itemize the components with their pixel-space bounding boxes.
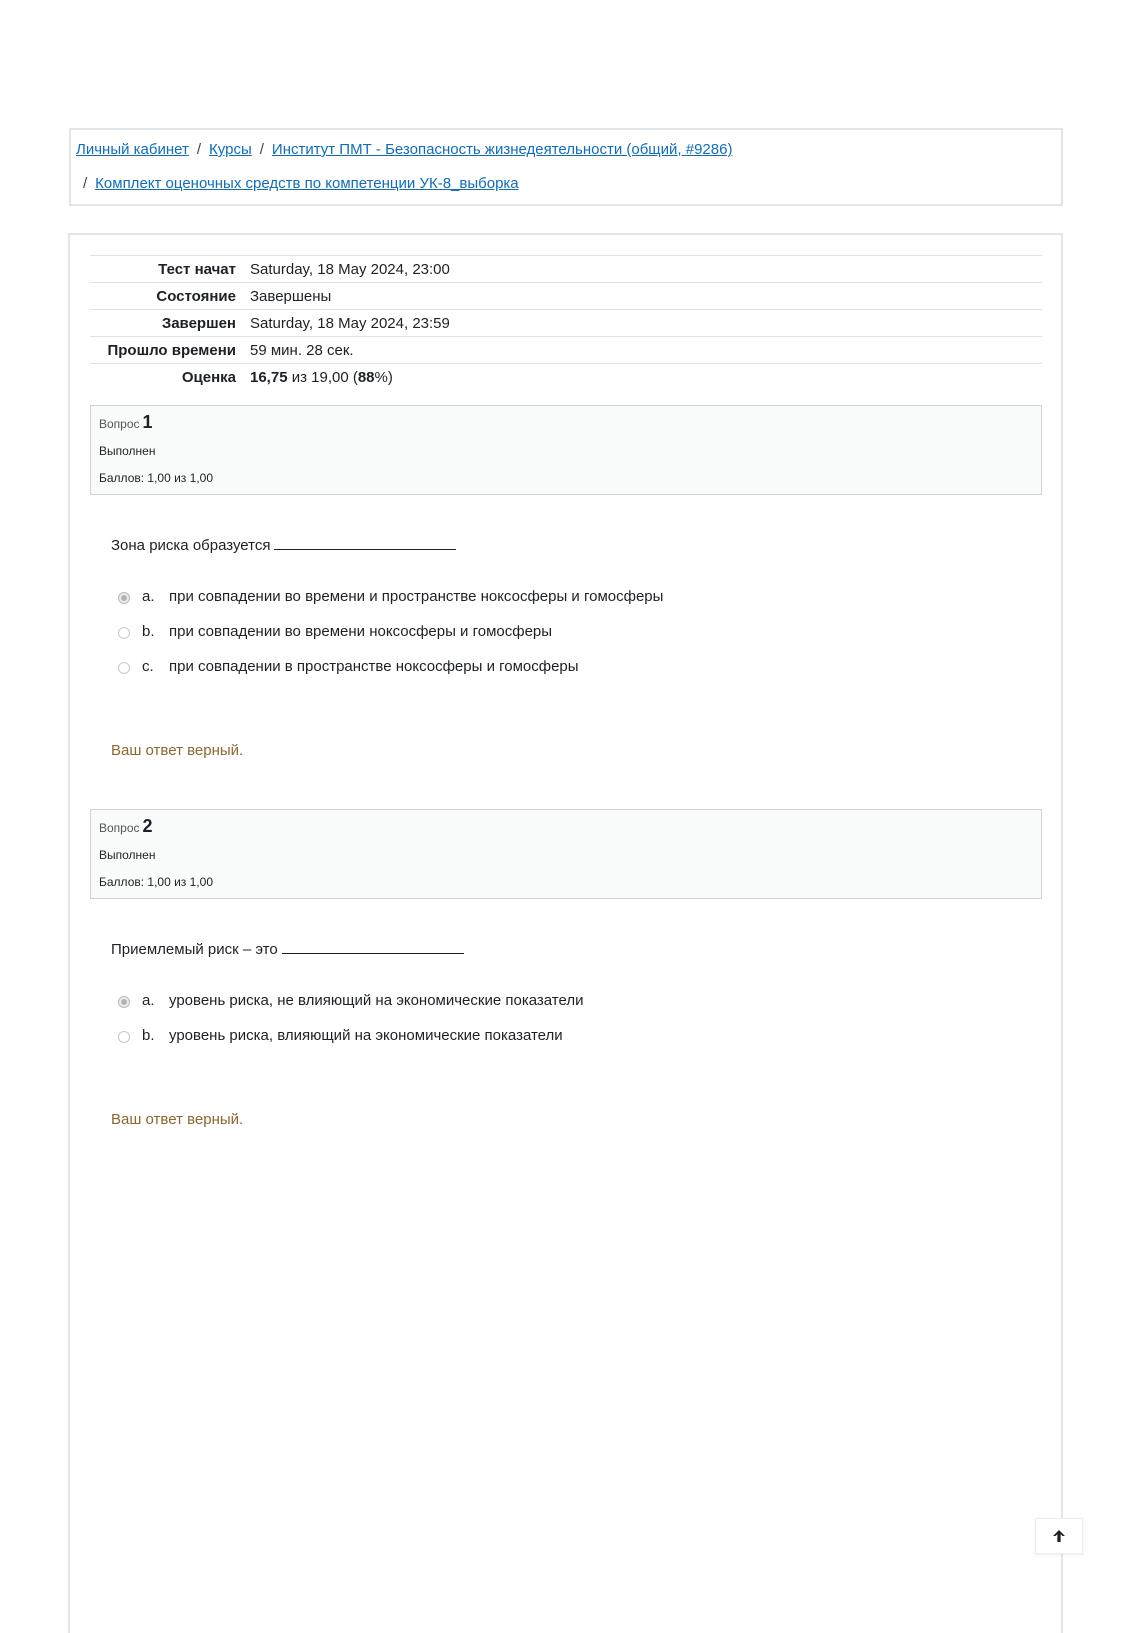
elapsed-value: 59 мин. 28 сек. [250,341,354,359]
summary-row-grade [90,364,1042,391]
summary-row-state [90,283,1042,310]
finished-label: Завершен [161,314,236,332]
answer-text: уровень риска, влияющий на экономические показатели [169,1027,563,1044]
answer-text: при совпадении в пространстве ноксосферы и гомосферы [169,658,579,675]
question-1-text [111,536,456,554]
attempt-summary-table [90,255,1042,390]
breadcrumb-separator: / [259,141,264,158]
answer-letter: b. [142,1027,155,1044]
answer-letter: a. [142,992,155,1009]
started-label: Тест начат [158,260,236,278]
grade-end: %) [374,368,393,386]
answer-letter: b. [142,623,155,640]
arrow-up-icon [1052,1529,1066,1543]
finished-value: Saturday, 18 May 2024, 23:59 [250,314,450,332]
breadcrumb-quiz-link[interactable]: Комплект оценочных средств по компетенции УК-8_выборка [95,175,519,192]
question-label: Вопрос [99,821,140,835]
question-text: Приемлемый риск – это [111,941,278,958]
answer-letter: c. [142,658,154,675]
breadcrumb-dashboard-link[interactable]: Личный кабинет [76,141,189,158]
radio-button[interactable] [118,627,130,639]
question-number-value: 2 [142,816,153,836]
summary-row-finished [90,310,1042,337]
radio-button-selected[interactable] [118,592,130,604]
breadcrumb-separator: / [196,141,202,158]
summary-row-elapsed [90,337,1042,364]
grade-score: 16,75 [250,368,288,386]
question-1-info [90,405,1042,495]
state-value: Завершены [250,287,332,305]
started-value: Saturday, 18 May 2024, 23:00 [250,260,450,278]
question-2-feedback: Ваш ответ верный. [111,1111,244,1128]
grade-percent: 88 [357,368,375,386]
question-1-feedback: Ваш ответ верный. [111,742,244,759]
breadcrumb-line-2 [76,175,519,192]
question-2-info [90,809,1042,899]
radio-button[interactable] [118,662,130,674]
grade-mid: из 19,00 ( [287,368,358,386]
answer-text: при совпадении во времени ноксосферы и гомосферы [169,623,553,640]
breadcrumb-separator: / [83,175,88,192]
question-state: Выполнен [99,444,156,458]
answer-text: при совпадении во времени и пространстве ноксосферы и гомосферы [169,588,664,605]
question-number [99,816,153,837]
breadcrumb [69,128,1063,206]
answer-text: уровень риска, не влияющий на экономические показатели [169,992,584,1009]
elapsed-label: Прошло времени [107,341,236,359]
question-grade: Баллов: 1,00 из 1,00 [99,875,213,889]
breadcrumb-line-1 [76,141,732,158]
question-grade: Баллов: 1,00 из 1,00 [99,471,213,485]
question-state: Выполнен [99,848,156,862]
back-to-top-button[interactable] [1035,1518,1083,1554]
summary-row-started [90,256,1042,283]
state-label: Состояние [156,287,236,305]
question-label: Вопрос [99,417,140,431]
question-number-value: 1 [142,412,153,432]
answer-letter: a. [142,588,155,605]
radio-button[interactable] [118,1031,130,1043]
breadcrumb-courses-link[interactable]: Курсы [209,141,252,158]
question-2-text [111,940,464,958]
answer-blank [282,940,464,954]
breadcrumb-course-link[interactable]: Институт ПМТ - Безопасность жизнедеятельности (общий, #9286) [271,141,733,158]
radio-button-selected[interactable] [118,996,130,1008]
grade-value [250,364,1042,391]
answer-blank [274,536,456,550]
grade-label: Оценка [181,368,236,386]
question-number [99,412,153,433]
question-text: Зона риска образуется [111,537,271,554]
